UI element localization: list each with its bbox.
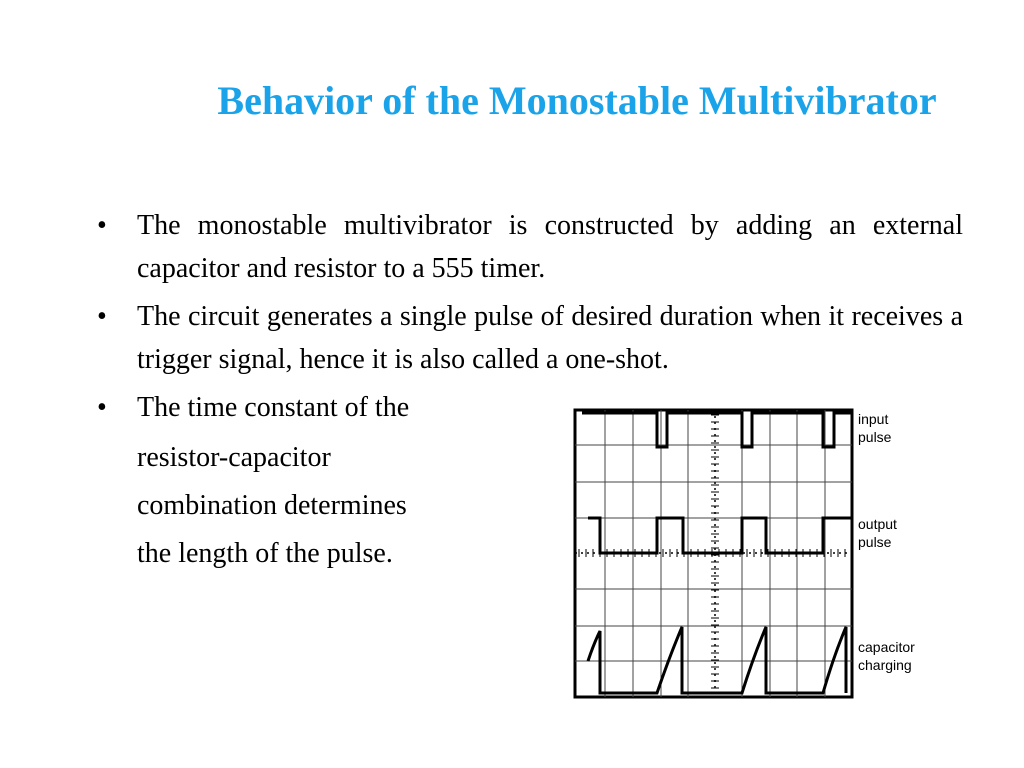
- output-pulse-label: [858, 515, 897, 551]
- bullet-dot: •: [97, 210, 107, 241]
- bullet-text: The time constant of the: [137, 392, 410, 423]
- bullet-item: [97, 295, 963, 381]
- bullet-dot: •: [97, 301, 107, 332]
- slide-title: Behavior of the Monostable Multivibrator: [217, 78, 937, 123]
- bullet-text: The monostable multivibrator is constructed by adding an external capacitor and resistor to a 555 timer.: [137, 210, 963, 284]
- label-line: output: [858, 516, 897, 532]
- label-line: pulse: [858, 534, 892, 550]
- continuation-line: combination determines: [137, 490, 407, 521]
- label-line: input: [858, 411, 889, 427]
- continuation-line: resistor-capacitor: [137, 442, 331, 473]
- input-pulse-label: [858, 410, 891, 446]
- label-line: capacitor: [858, 639, 915, 655]
- label-line: pulse: [858, 429, 892, 445]
- capacitor-charging-label: [858, 638, 915, 674]
- bullet-item: [97, 204, 963, 290]
- label-line: charging: [858, 657, 912, 673]
- continuation-line: the length of the pulse.: [137, 538, 393, 569]
- oscilloscope-figure: [570, 405, 930, 700]
- bullet-dot: •: [97, 392, 107, 423]
- bullet-text: The circuit generates a single pulse of desired duration when it receives a trigger signal, hence it is also called a one-shot.: [137, 301, 963, 375]
